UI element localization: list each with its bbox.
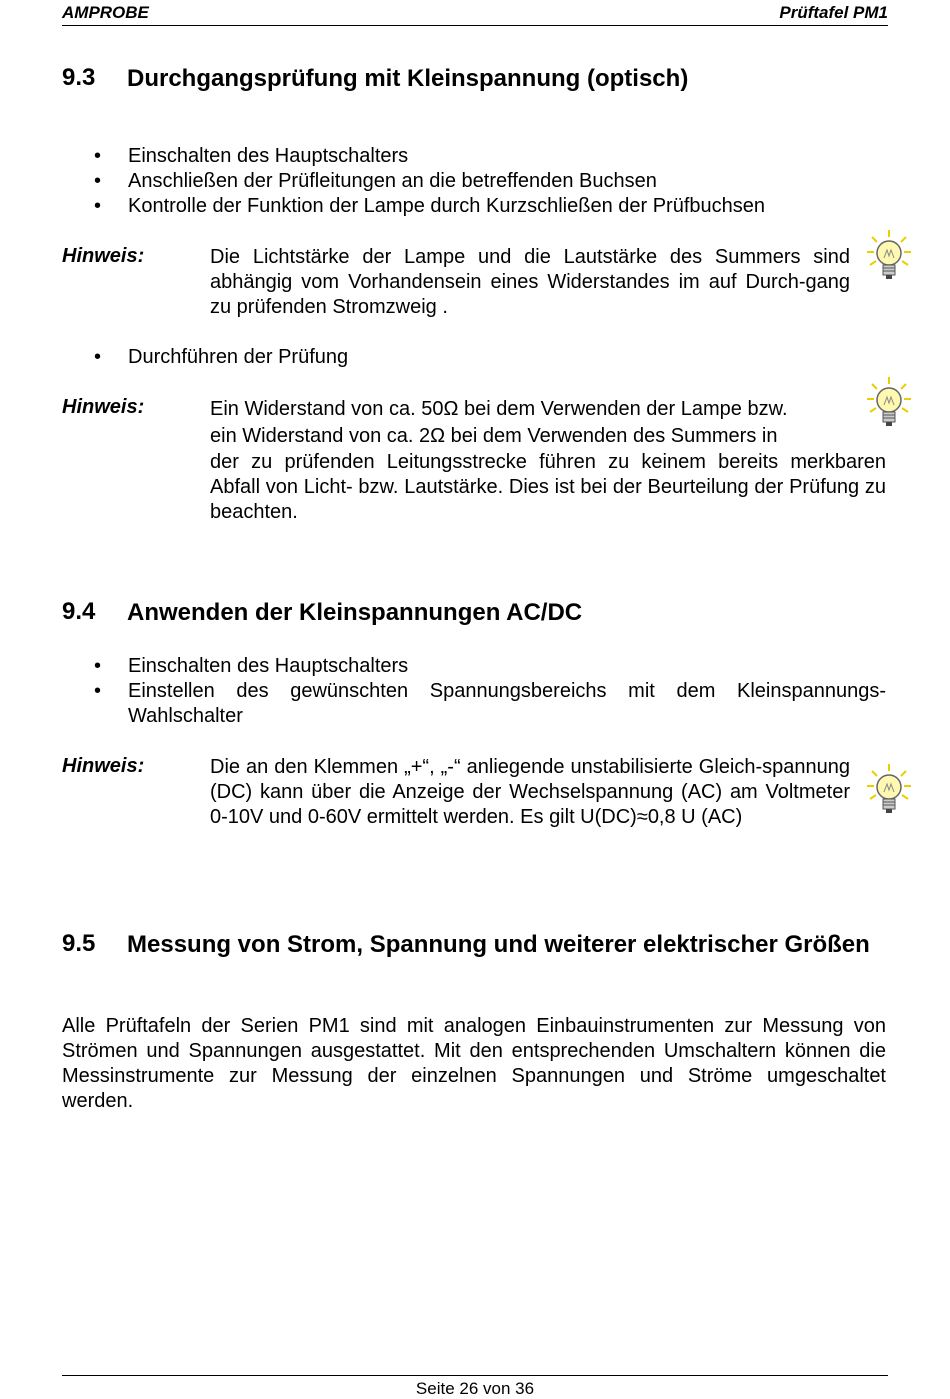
page-number: Seite 26 von 36 [415,1379,535,1398]
note-text-rest: der zu prüfenden Leitungsstrecke führen zu keinem bereits merkbaren Abfall von Licht- bzw. Lautstärke. Dies ist bei der Beurteilung der Prüfung zu beachten. [210,451,886,523]
note-label: Hinweis: [62,245,145,267]
bullet-icon: • [94,346,102,368]
bullet-icon: • [94,195,102,217]
bullet-icon: • [94,170,102,192]
bullet-icon: • [94,680,102,702]
note-text: Die an den Klemmen „+“, „-“ anliegende unstabilisierte Gleich-spannung (DC) kann über die Anzeige der Wechselspannung (AC) am Voltmeter 0-10V und 0-60V ermittelt werden. Es gilt U(DC)≈0,8 U (AC) [210,756,850,828]
section-title: Anwenden der Kleinspannungen AC/DC [127,599,583,626]
lightbulb-icon [866,228,912,286]
section-9-4-steps [94,654,886,729]
section-9-5-paragraph: Alle Prüftafeln der Serien PM1 sind mit analogen Einbauinstrumenten zur Messung von Strömen und Spannungen ausgestattet. Mit den entsprechenden Umschaltern können die Messinstrumente zur Messung der einzelnen Spannungen und Ströme umgeschaltet werden. [62,1015,886,1112]
header-doc-title: Prüftafel PM1 [779,3,888,22]
bullet-icon: • [94,655,102,677]
page-header [62,3,888,26]
section-9-3-step-run [94,345,886,370]
lightbulb-icon [866,375,912,433]
list-item-text: Einschalten des Hauptschalters [128,145,409,167]
list-item [94,345,886,370]
list-item [94,654,886,679]
header-brand: AMPROBE [62,3,149,22]
note-label: Hinweis: [62,396,145,418]
page-footer [62,1375,888,1398]
list-item-text: Kontrolle der Funktion der Lampe durch Kurzschließen der Prüfbuchsen [128,195,766,217]
list-item [94,144,886,169]
list-item [94,194,886,219]
list-item-text: Einstellen des gewünschten Spannungsbereichs mit dem Kleinspannungs-Wahlschalter [128,680,886,727]
list-item [94,169,886,194]
note-label: Hinweis: [62,755,145,777]
lightbulb-icon [866,762,912,820]
note-text-line-2: ein Widerstand von ca. 2Ω bei dem Verwenden des Summers in [210,425,778,447]
section-number: 9.5 [62,930,96,957]
section-number: 9.3 [62,64,96,91]
list-item-text: Durchführen der Prüfung [128,346,349,368]
list-item [94,679,886,729]
section-number: 9.4 [62,598,96,625]
bullet-icon: • [94,145,102,167]
note-text-line-1: Ein Widerstand von ca. 50Ω bei dem Verwenden der Lampe bzw. [210,398,788,420]
section-title: Messung von Strom, Spannung und weiterer elektrischer Größen [127,931,870,958]
list-item-text: Einschalten des Hauptschalters [128,655,409,677]
section-title: Durchgangsprüfung mit Kleinspannung (optisch) [127,65,689,92]
section-9-3-steps [94,144,886,219]
list-item-text: Anschließen der Prüfleitungen an die betreffenden Buchsen [128,170,657,192]
note-text: Die Lichtstärke der Lampe und die Lautstärke des Summers sind abhängig vom Vorhandensein eines Widerstandes im auf Durch-gang zu prüfenden Stromzweig . [210,246,850,318]
